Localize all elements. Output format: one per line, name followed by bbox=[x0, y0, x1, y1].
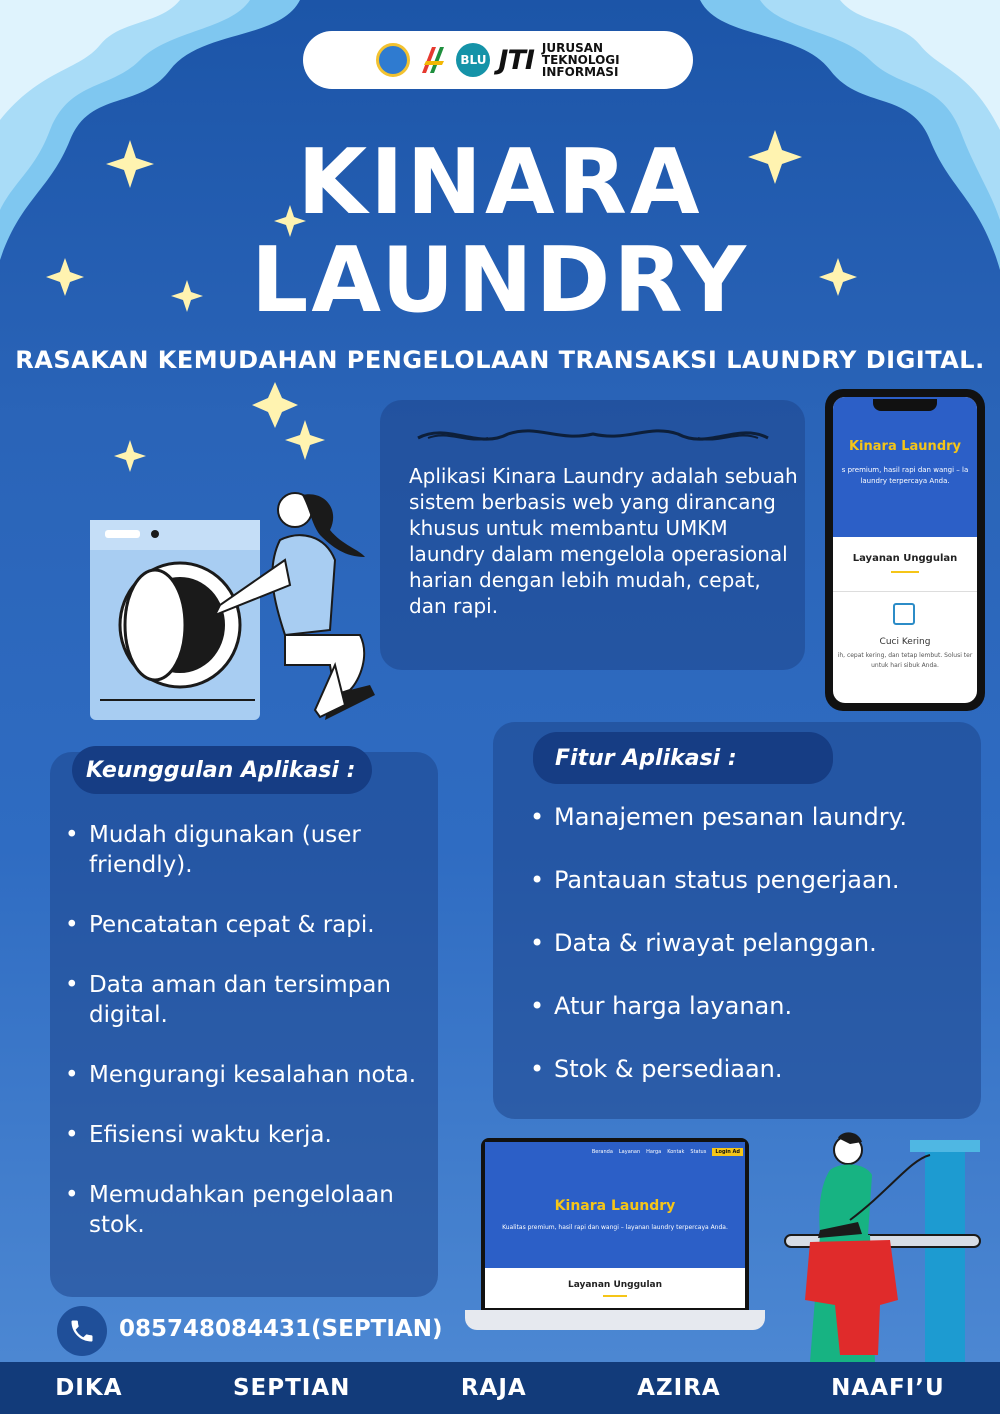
team-footer bbox=[0, 1362, 1000, 1414]
blu-logo-icon bbox=[456, 43, 490, 77]
logo-bar bbox=[303, 31, 693, 89]
phone-service-desc: ih, cepat kering, dan tetap lembut. Solusi ter untuk hari sibuk Anda. bbox=[837, 652, 973, 669]
phone-mockup bbox=[825, 389, 985, 711]
phone-brand: Kinara Laundry bbox=[848, 439, 962, 454]
washing-machine-illustration bbox=[80, 485, 380, 725]
list-item: • Efisiensi waktu kerja. bbox=[65, 1120, 435, 1150]
title-line-2: LAUNDRY bbox=[251, 228, 749, 333]
list-item: • Memudahkan pengelolaan stok. bbox=[65, 1180, 435, 1240]
star-icon bbox=[252, 382, 298, 428]
description-text: Aplikasi Kinara Laundry adalah sebuah sistem berbasis web yang dirancang khusus untuk membantu UMKM laundry dalam mengelola operasional harian dengan lebih mudah, cepat, dan rapi. bbox=[409, 464, 798, 618]
laptop-section-underline bbox=[603, 1295, 627, 1297]
laptop-subtitle: Kualitas premium, hasil rapi dan wangi – layanan laundry terpercaya Anda. bbox=[502, 1224, 728, 1231]
list-item: • Stok & persediaan. bbox=[530, 1054, 990, 1084]
jti-subtitle bbox=[542, 42, 620, 78]
keunggulan-list bbox=[65, 820, 435, 1240]
blu-logo-text: BLU bbox=[460, 53, 487, 67]
fitur-heading: Fitur Aplikasi : bbox=[533, 732, 833, 784]
list-item: • Pencatatan cepat & rapi. bbox=[65, 910, 435, 940]
phone-subtitle: s premium, hasil rapi dan wangi – la laundry terpercaya Anda. bbox=[841, 466, 969, 485]
jti-sub-line: INFORMASI bbox=[541, 65, 619, 79]
title-line-1: KINARA bbox=[297, 130, 703, 235]
contact-number: 085748084431(SEPTIAN) bbox=[119, 1316, 443, 1342]
list-item: • Data & riwayat pelanggan. bbox=[530, 928, 990, 958]
laptop-base bbox=[465, 1310, 765, 1330]
team-member: SEPTIAN bbox=[232, 1375, 351, 1401]
nav-link[interactable]: Harga bbox=[646, 1149, 662, 1155]
ironing-illustration bbox=[780, 1130, 990, 1362]
keunggulan-heading: Keunggulan Aplikasi : bbox=[72, 746, 372, 794]
laptop-mockup bbox=[481, 1138, 749, 1310]
team-member: AZIRA bbox=[637, 1375, 721, 1401]
team-member: NAAFI’U bbox=[831, 1375, 945, 1401]
nav-link[interactable]: Layanan bbox=[618, 1149, 641, 1155]
list-item: • Mengurangi kesalahan nota. bbox=[65, 1060, 435, 1090]
nav-link[interactable]: Beranda bbox=[591, 1149, 613, 1155]
phone-service-name: Cuci Kering bbox=[879, 637, 931, 647]
list-item: • Atur harga layanan. bbox=[530, 991, 990, 1021]
list-item: • Manajemen pesanan laundry. bbox=[530, 802, 990, 832]
nav-link[interactable]: Status bbox=[690, 1149, 707, 1155]
team-member: RAJA bbox=[460, 1375, 527, 1401]
tagline: RASAKAN KEMUDAHAN PENGELOLAAN TRANSAKSI LAUNDRY DIGITAL. bbox=[15, 346, 985, 374]
polinema-logo-icon bbox=[418, 43, 448, 77]
phone-icon bbox=[57, 1306, 107, 1356]
phone-section-title: Layanan Unggulan bbox=[852, 553, 958, 564]
washing-machine-icon bbox=[893, 603, 915, 625]
nav-link[interactable]: Kontak bbox=[667, 1149, 685, 1155]
ornament-divider-icon bbox=[408, 420, 778, 456]
fitur-list bbox=[530, 802, 990, 1084]
phone-screen bbox=[833, 397, 977, 703]
jti-sub-line: JURUSAN bbox=[541, 41, 604, 55]
laptop-nav bbox=[592, 1148, 743, 1156]
institution-logo-icon bbox=[376, 43, 410, 77]
laptop-brand: Kinara Laundry bbox=[554, 1198, 676, 1214]
list-item: • Pantauan status pengerjaan. bbox=[530, 865, 990, 895]
jti-logo-text: JTI bbox=[498, 44, 534, 76]
list-item: • Mudah digunakan (user friendly). bbox=[65, 820, 435, 880]
phone-section-underline bbox=[891, 571, 919, 573]
laptop-screen bbox=[485, 1142, 745, 1308]
jti-sub-line: TEKNOLOGI bbox=[541, 53, 620, 67]
phone-divider bbox=[833, 591, 977, 592]
star-icon bbox=[285, 420, 325, 460]
team-member: DIKA bbox=[55, 1375, 123, 1401]
list-item: • Data aman dan tersimpan digital. bbox=[65, 970, 435, 1030]
laptop-section-title: Layanan Unggulan bbox=[567, 1280, 663, 1290]
phone-notch bbox=[873, 399, 937, 411]
login-button[interactable]: Login Ad bbox=[712, 1148, 743, 1156]
star-icon bbox=[114, 440, 146, 472]
